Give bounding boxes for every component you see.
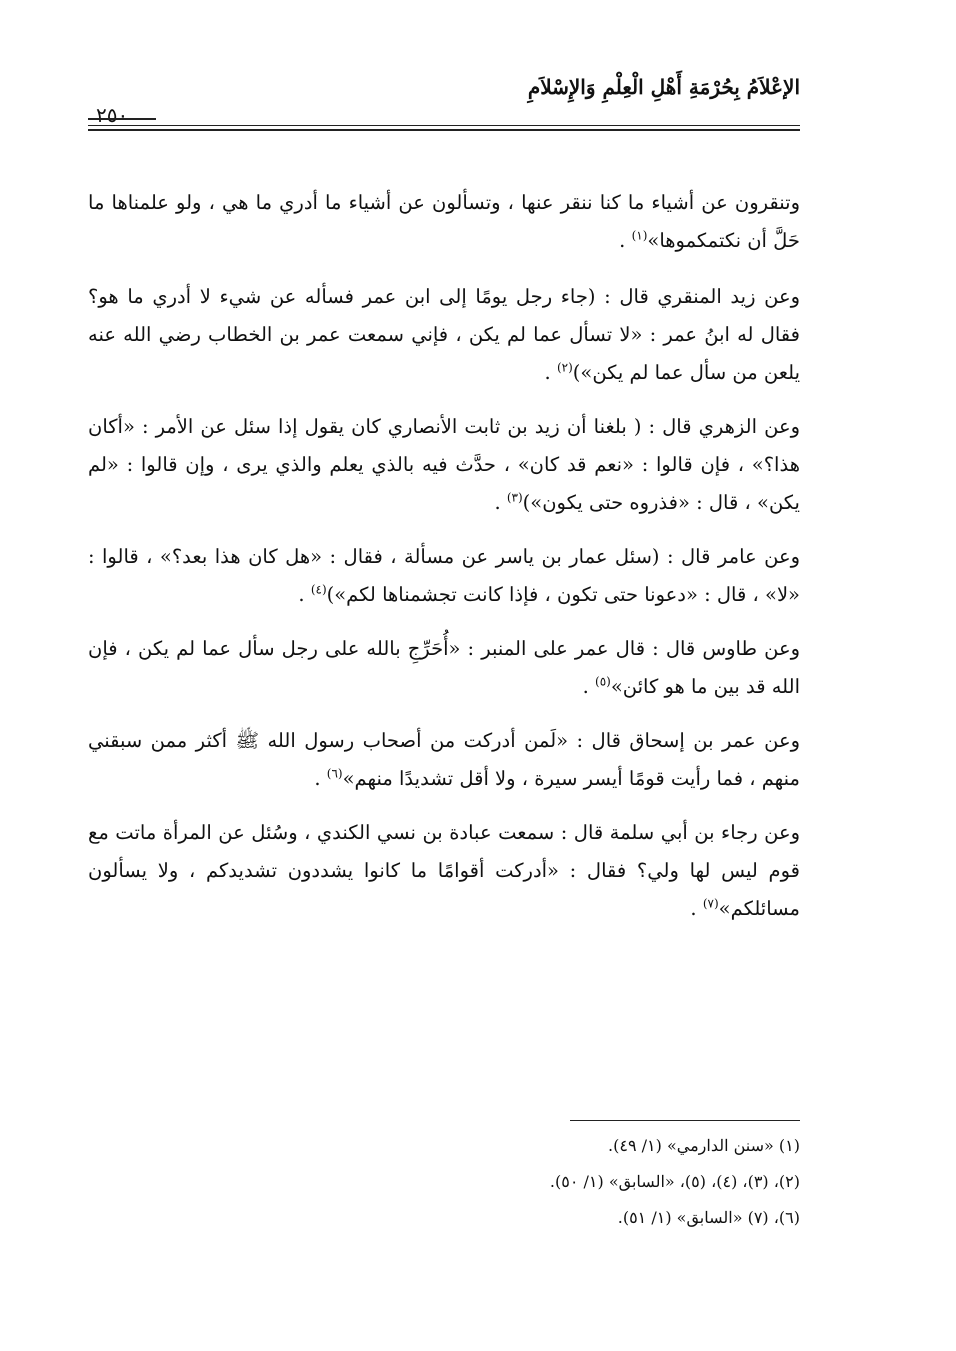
footnote-marker: (٥) [595,674,611,689]
footnote: (٢)، (٣)، (٤)، (٥)، «السابق» (١/ ٥٠). [549,1172,800,1191]
paragraph [88,814,800,928]
paragraph-end: . [494,491,507,514]
header-rule [88,125,800,126]
paragraph [88,278,800,392]
footnote: (١) «سنن الدارمي» (١/ ٤٩). [608,1136,800,1155]
paragraph-end: . [619,229,632,252]
paragraph-end: . [582,675,596,698]
footnote-marker: (٤) [310,582,327,597]
paragraph [88,538,800,614]
paragraph [88,722,800,798]
paragraph-text: وعن طاوس قال : قال عمر على المنبر : «أُحَرِّجِ بالله على رجل سأل عما لم يكن ، فإن الله قد بين ما هو كائن» [88,637,800,698]
paragraph-text: وعن زيد المنقري قال : (جاء رجل يومًا إلى ابن عمر فسأله عن شيء لا أدري ما هو؟ فقال له ابنُ عمر : «لا تسأل عما لم يكن ، فإني سمعت عمر بن الخطاب رضي الله عنه يلعن من سأل عما لم يكن») [88,285,800,384]
paragraph [88,630,800,706]
paragraph-end: . [314,767,327,790]
footnote-marker: (٦) [326,766,343,781]
paragraph-text: وعن رجاء بن أبي سلمة قال : سمعت عبادة بن نسي الكندي ، وسُئل عن المرأة ماتت مع قوم ليس لها ولي؟ فقال : «أدركت أقوامًا ما كانوا يشددون تشديدكم ، ولا يسألون مسائلكم» [88,821,800,920]
paragraph-end: . [690,897,703,920]
paragraph-text: وعن عمر بن إسحاق قال : «لَمن أدركت من أصحاب رسول الله ﷺ أكثر ممن سبقني منهم ، فما رأيت قومًا أيسر سيرة ، ولا أقل تشديدًا منهم» [88,729,800,790]
footnote-marker: (١) [631,228,648,243]
footnote-marker: (٧) [702,896,719,911]
footnote-marker: (٢) [556,360,573,375]
page-number: ٢٥٠ [96,103,129,127]
footnote: (٦)، (٧) «السابق» (١/ ٥١). [617,1208,800,1227]
paragraph-end: . [544,361,557,384]
paragraph-text: وعن الزهري قال : ( بلغنا أن زيد بن ثابت الأنصاري كان يقول إذا سئل عن الأمر : «أكان هذا؟» ، فإن قالوا : «نعم قد كان» ، حدَّث فيه بالذي يعلم والذي يرى ، وإن قالوا : «لم يكن» ، قال : «فذروه حتى يكون») [88,415,800,514]
paragraph-text: وعن عامر قال : (سئل عمار بن ياسر عن مسألة ، فقال : «هل كان هذا بعد؟» ، قالوا : «لا» ، قال : «دعونا حتى تكون ، فإذا كانت تجشمناها لكم») [88,545,800,606]
page-header [88,72,800,132]
paragraph-text: وتنقرون عن أشياء ما كنا ننقر عنها ، وتسألون عن أشياء ما أدري ما هي ، ولو علمناها ما حَلَّ أن نكتمكموها» [88,191,800,252]
header-rule-thick [88,129,800,131]
paragraph-end: . [298,583,311,606]
footnote-marker: (٣) [506,490,523,505]
footnotes [88,1128,800,1236]
paragraph [88,184,800,260]
running-title: الإعْلاَمُ بِحُرْمَةِ أَهْلِ الْعِلْمِ وَالإِسْلاَمِ [527,75,800,99]
main-text [88,184,800,944]
page-number-rule [88,118,156,120]
paragraph [88,408,800,522]
footnote-separator [570,1120,800,1121]
